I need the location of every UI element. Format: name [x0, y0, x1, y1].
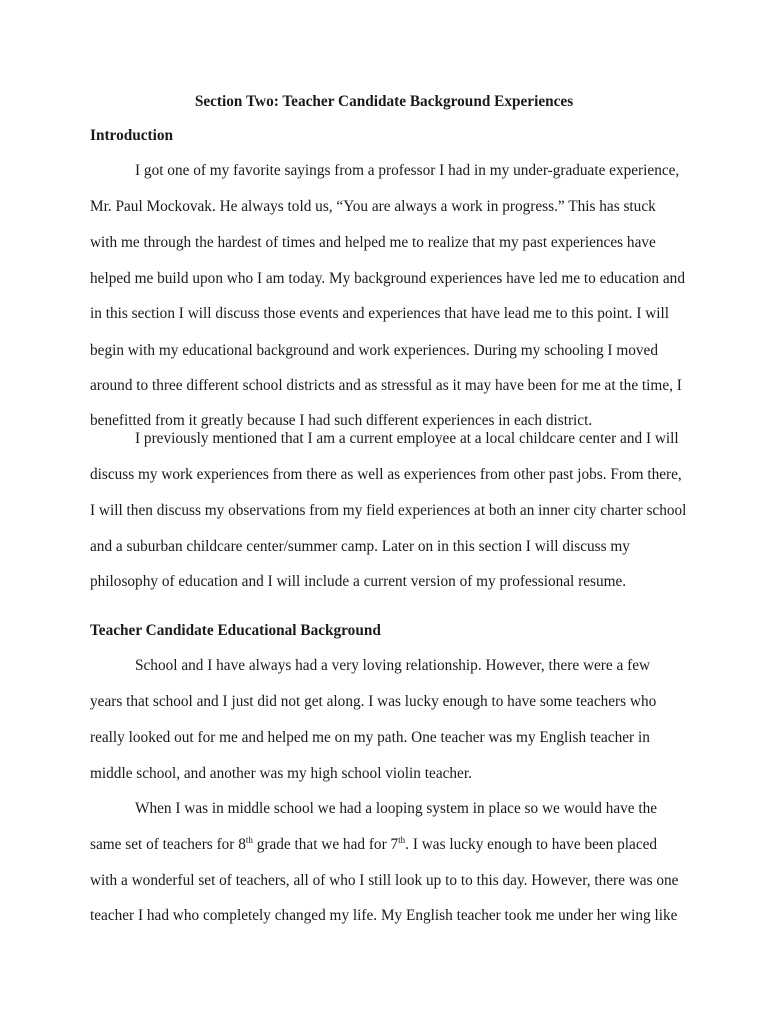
superscript-ordinal: th [245, 835, 253, 845]
paragraph-line: When I was in middle school we had a looping system in place so we would have the [135, 800, 658, 817]
text-span: same set of teachers for 8 [90, 836, 246, 853]
section-title: Section Two: Teacher Candidate Background Experiences [194, 93, 574, 110]
paragraph-line: and a suburban childcare center/summer camp. Later on in this section I will discuss my [90, 538, 630, 555]
paragraph-line-with-superscripts [90, 836, 657, 854]
paragraph-line: I will then discuss my observations from my field experiences at both an inner city charter school [90, 502, 687, 519]
text-span: grade that we had for 7 [252, 836, 399, 853]
paragraph-line: Mr. Paul Mockovak. He always told us, “You are always a work in progress.” This has stuck [90, 198, 656, 215]
paragraph-line: with a wonderful set of teachers, all of who I still look up to to this day. However, there was one [90, 872, 679, 889]
paragraph-line: I previously mentioned that I am a current employee at a local childcare center and I will [135, 430, 679, 447]
paragraph-line: benefitted from it greatly because I had such different experiences in each district. [90, 412, 593, 429]
paragraph-line: with me through the hardest of times and helped me to realize that my past experiences have [90, 234, 656, 251]
paragraph-line: discuss my work experiences from there as well as experiences from other past jobs. From there, [90, 466, 682, 483]
text-span: . I was lucky enough to have been placed [405, 836, 658, 853]
introduction-heading: Introduction [90, 127, 174, 144]
paragraph-line: middle school, and another was my high school violin teacher. [90, 765, 472, 782]
paragraph-line: around to three different school districts and as stressful as it may have been for me at the time, I [90, 377, 682, 394]
paragraph-line: begin with my educational background and work experiences. During my schooling I moved [90, 342, 658, 359]
paragraph-line: philosophy of education and I will include a current version of my professional resume. [90, 573, 627, 590]
paragraph-line: teacher I had who completely changed my life. My English teacher took me under her wing like [90, 907, 678, 924]
paragraph-line: really looked out for me and helped me on my path. One teacher was my English teacher in [90, 729, 650, 746]
paragraph-line: I got one of my favorite sayings from a professor I had in my under-graduate experience, [135, 162, 680, 179]
educational-background-heading: Teacher Candidate Educational Background [90, 622, 381, 639]
superscript-ordinal: th [398, 835, 406, 845]
paragraph-line: School and I have always had a very loving relationship. However, there were a few [135, 657, 651, 674]
paragraph-line: years that school and I just did not get along. I was lucky enough to have some teachers who [90, 693, 657, 710]
paragraph-line: in this section I will discuss those events and experiences that have lead me to this point. I will [90, 305, 670, 322]
paragraph-line: helped me build upon who I am today. My background experiences have led me to education and [90, 270, 685, 287]
